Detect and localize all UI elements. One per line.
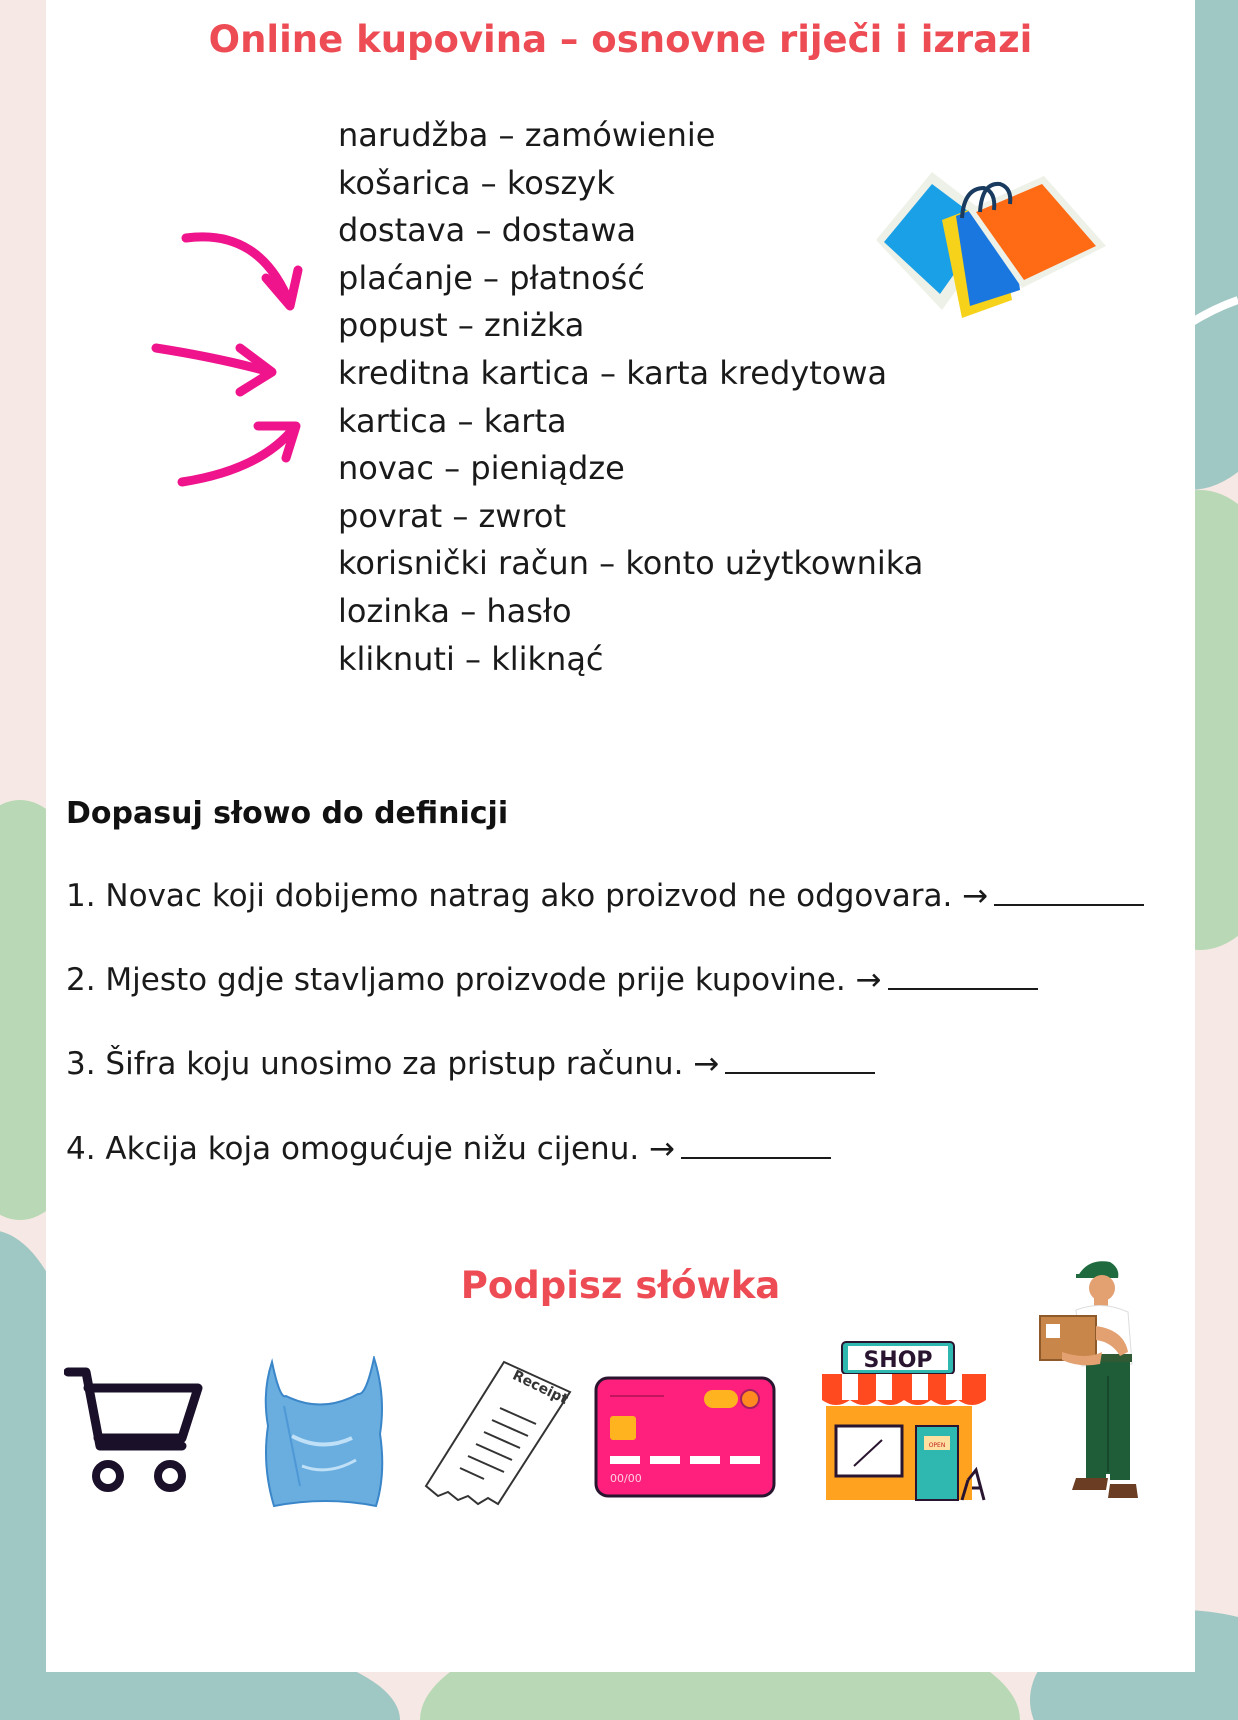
vocabulary-item: kliknuti – kliknąć — [338, 639, 604, 678]
vocabulary-item: narudžba – zamówienie — [338, 116, 716, 154]
pink-arrow-icon — [186, 237, 298, 306]
vocabulary-item: korisnički račun – konto użytkownika — [338, 544, 924, 583]
question-text: 2. Mjesto gdje stavljamo proizvode prije kupovine. → — [66, 962, 882, 998]
answer-blank[interactable] — [994, 878, 1144, 906]
shopping-cart-icon — [64, 1366, 204, 1496]
vocabulary-item: popust – zniżka — [338, 306, 585, 345]
definition-question — [66, 962, 1038, 998]
page-title: Online kupovina – osnovne riječi i izrazi — [208, 18, 1033, 61]
shop-icon — [818, 1340, 990, 1512]
shop-sign: SHOP — [863, 1348, 933, 1373]
labels-heading: Podpisz słówka — [460, 1264, 781, 1307]
open-sign: OPEN — [928, 1442, 946, 1449]
vocabulary-item: kreditna kartica – karta kredytowa — [338, 353, 888, 392]
question-text: 3. Šifra koju unosimo za pristup računu. → — [66, 1046, 720, 1082]
vocabulary-item: kartica – karta — [338, 401, 567, 440]
definition-question — [66, 878, 1144, 914]
vocabulary-item: dostava – dostawa — [338, 211, 637, 250]
vocabulary-list — [338, 112, 923, 683]
exercise-heading: Dopasuj słowo do definicji — [66, 796, 509, 831]
vocabulary-item: novac – pieniądze — [338, 449, 625, 488]
receipt-icon — [418, 1358, 574, 1508]
vocabulary-item: plaćanje – płatność — [338, 258, 645, 297]
receipt-text: Receipt — [509, 1367, 571, 1408]
vocabulary-item: košarica – koszyk — [338, 163, 615, 202]
question-text: 1. Novac koji dobijemo natrag ako proizvod ne odgovara. → — [66, 878, 989, 914]
answer-blank[interactable] — [888, 962, 1038, 990]
card-expiry: 00/00 — [610, 1472, 642, 1485]
pink-arrow-icon — [156, 348, 272, 392]
worksheet — [46, 0, 1195, 1672]
question-text: 4. Akcija koja omogućuje nižu cijenu. → — [66, 1131, 676, 1167]
shopping-bags-icon — [872, 170, 1112, 330]
plastic-bag-icon — [262, 1356, 386, 1510]
vocabulary-item: lozinka – hasło — [338, 591, 572, 630]
pink-arrow-icon — [182, 426, 296, 482]
credit-card-icon — [594, 1376, 776, 1498]
answer-blank[interactable] — [725, 1046, 875, 1074]
definition-question — [66, 1131, 831, 1167]
definition-question — [66, 1046, 875, 1082]
pink-arrows — [100, 208, 310, 498]
vocabulary-item: povrat – zwrot — [338, 496, 567, 535]
answer-blank[interactable] — [681, 1131, 831, 1159]
delivery-man-icon — [1036, 1256, 1146, 1546]
